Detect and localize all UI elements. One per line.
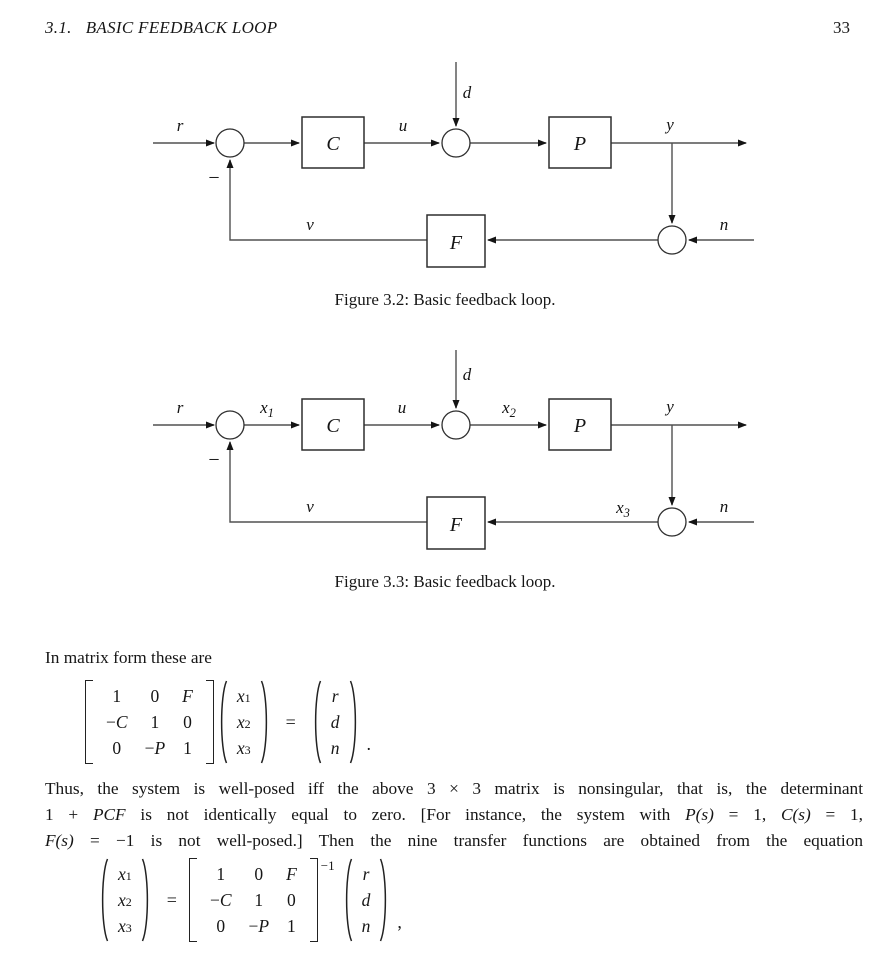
matrix-cell: 1 — [254, 889, 264, 910]
left-paren — [96, 856, 110, 944]
matrix-cell: 1 — [112, 685, 122, 706]
minus-sign: − — [208, 167, 220, 189]
state-vector — [230, 683, 258, 761]
matrix-cell: 1 — [150, 711, 160, 732]
matrix-cell: 0 — [216, 915, 226, 936]
page-header — [45, 18, 850, 38]
label-v: v — [306, 497, 314, 516]
block-F-label: F — [449, 232, 463, 254]
summing-junction-noise — [658, 508, 686, 536]
vector-cell: x 1 — [118, 863, 132, 884]
left-paren — [340, 856, 354, 944]
matrix-cell: 0 — [183, 711, 192, 732]
block-C-label: C — [326, 415, 340, 437]
figure-3-2-caption: Figure 3.2: Basic feedback loop. — [334, 290, 556, 309]
matrix-cell: −C — [106, 711, 128, 732]
vector-cell: n — [361, 915, 371, 936]
label-x3: $x_3$ — [616, 498, 630, 520]
section-number: 3.1. — [45, 18, 72, 37]
label-y: y — [666, 397, 674, 416]
label-x1: $x_1$ — [260, 398, 274, 420]
label-d: d — [462, 365, 472, 384]
paragraph-line: F(s) = −1 is not well-posed.] Then the nine transfer functions are obtained from the equation — [45, 831, 863, 850]
vector-cell: x 2 — [118, 889, 132, 910]
matrix-cell: −P — [248, 915, 270, 936]
section-title: BASIC FEEDBACK LOOP — [85, 18, 278, 37]
paragraph-line: 1 + PCF is not identically equal to zero. [For instance, the system with P(s) = 1, C(s) = 1, — [45, 805, 864, 824]
figure-3-2-diagram — [140, 60, 770, 285]
label-n: n — [719, 215, 729, 234]
paragraph-line: Thus, the system is well-posed iff the above 3 × 3 matrix is nonsingular, that is, the determinant — [45, 779, 863, 798]
equals-sign: = — [285, 711, 296, 732]
right-paren — [140, 856, 154, 944]
vector-cell: d — [330, 711, 340, 732]
vector-cell: x 2 — [236, 711, 251, 732]
right-square-bracket — [310, 858, 318, 942]
right-paren — [348, 678, 362, 766]
block-P-label: P — [573, 415, 587, 437]
matrix-cell: −P — [144, 737, 166, 758]
right-paren — [259, 678, 273, 766]
vector-cell: x 3 — [118, 915, 132, 936]
vector-cell: r — [362, 863, 370, 884]
matrix-cell: 1 — [183, 737, 192, 758]
matrix-inverse-exponent: −1 — [320, 858, 335, 873]
equation-punctuation: , — [397, 911, 402, 932]
feedback-line — [230, 442, 427, 522]
block-P-label: P — [573, 133, 587, 155]
coefficient-matrix — [93, 683, 206, 761]
label-n: n — [719, 497, 729, 516]
body-paragraph — [45, 776, 863, 854]
block-C-label: C — [326, 133, 340, 155]
state-vector — [111, 861, 139, 939]
summing-junction-disturbance — [442, 411, 470, 439]
summing-junction-disturbance — [442, 129, 470, 157]
summing-junction-input — [216, 411, 244, 439]
label-r: r — [176, 398, 184, 417]
left-square-bracket — [189, 858, 197, 942]
label-y: y — [666, 115, 674, 134]
vector-cell: n — [330, 737, 340, 758]
figure-3-3-caption: Figure 3.3: Basic feedback loop. — [334, 572, 556, 591]
label-r: r — [176, 116, 184, 135]
matrix-cell: 1 — [287, 915, 296, 936]
block-F-label: F — [449, 514, 463, 536]
label-d: d — [462, 83, 472, 102]
matrix-equation — [85, 676, 371, 768]
left-square-bracket — [85, 680, 93, 764]
summing-junction-noise — [658, 226, 686, 254]
label-x2: $x_2$ — [502, 398, 516, 420]
matrix-cell: F — [286, 863, 297, 884]
coefficient-matrix — [197, 861, 310, 939]
matrix-cell: 0 — [150, 685, 160, 706]
vector-cell: r — [331, 685, 339, 706]
input-vector — [355, 861, 378, 939]
matrix-cell: 0 — [112, 737, 122, 758]
label-v: v — [306, 215, 314, 234]
minus-sign: − — [208, 449, 220, 471]
vector-cell: d — [361, 889, 371, 910]
feedback-line — [230, 160, 427, 240]
figure-3-3-diagram — [140, 342, 770, 567]
left-paren — [309, 678, 323, 766]
matrix-cell: 1 — [216, 863, 226, 884]
matrix-cell: −C — [209, 889, 232, 910]
matrix-cell: F — [182, 685, 193, 706]
vector-cell: x 3 — [236, 737, 251, 758]
label-u: u — [397, 398, 407, 417]
left-paren — [215, 678, 229, 766]
right-square-bracket — [206, 680, 214, 764]
inverse-matrix-equation — [95, 854, 402, 946]
matrix-cell: 0 — [254, 863, 264, 884]
matrix-cell: 0 — [287, 889, 296, 910]
summing-junction-input — [216, 129, 244, 157]
page-number: 33 — [833, 18, 850, 37]
intro-text: In matrix form these are — [45, 648, 212, 667]
equation-punctuation: . — [366, 733, 372, 754]
right-paren — [378, 856, 392, 944]
section-heading — [45, 18, 277, 38]
input-vector — [324, 683, 347, 761]
vector-cell: x 1 — [236, 685, 251, 706]
label-u: u — [398, 116, 408, 135]
equals-sign: = — [166, 889, 177, 910]
